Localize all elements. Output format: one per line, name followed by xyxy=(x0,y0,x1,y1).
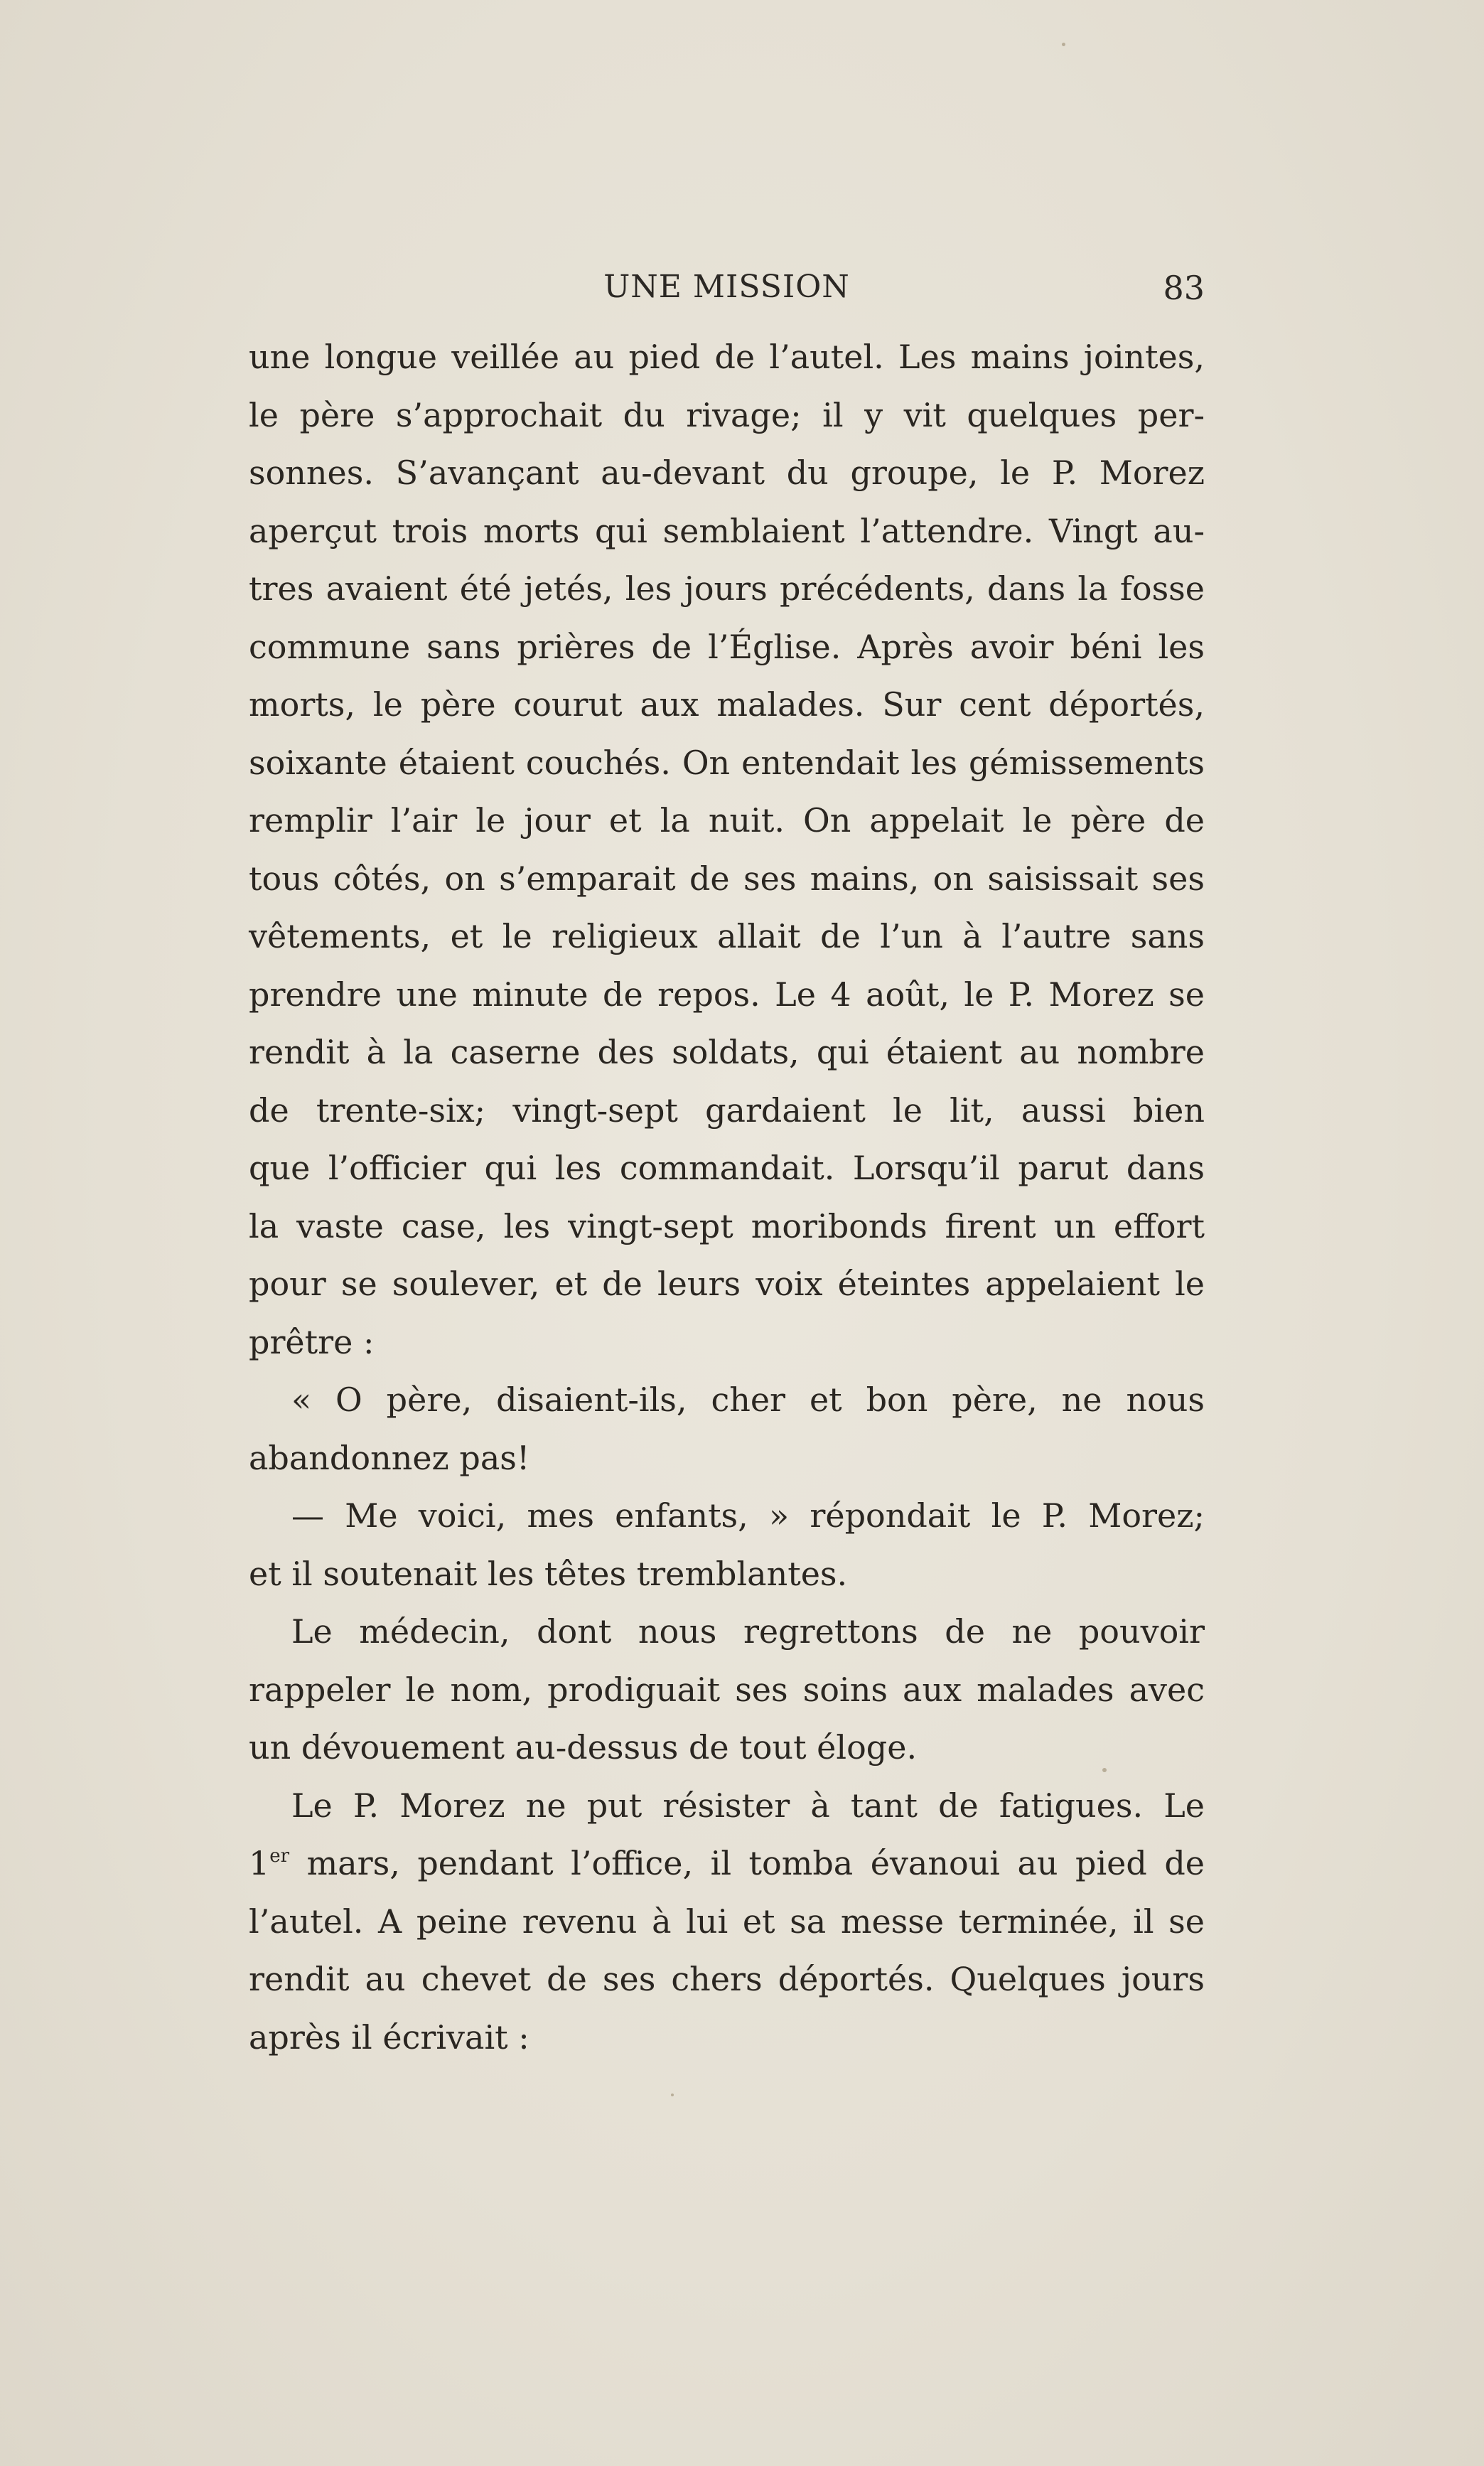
page-header xyxy=(249,269,1205,318)
text-line: morts, le père courut aux malades. Sur cent déportés, xyxy=(249,685,1205,724)
text-line: rendit au chevet de ses chers déportés. Quelques jours xyxy=(249,1960,1205,1998)
paper-speck xyxy=(671,2094,674,2096)
text-line: soixante étaient couchés. On entendait les gémissements xyxy=(249,743,1205,782)
text-line: après il écrivait : xyxy=(249,2017,529,2057)
text-line: — Me voici, mes enfants, » répondait le P. Morez; xyxy=(291,1496,1205,1535)
text-line: tres avaient été jetés, les jours précédents, dans la fosse xyxy=(249,569,1205,608)
date-numeral: 1 xyxy=(249,1844,270,1882)
text-line: abandonnez pas! xyxy=(249,1438,530,1477)
text-line-remainder: mars, pendant l’office, il tomba évanoui au pied de xyxy=(289,1844,1205,1882)
text-line: que l’officier qui les commandait. Lorsqu’il parut dans xyxy=(249,1149,1205,1187)
text-line: « O père, disaient-ils, cher et bon père, ne nous xyxy=(291,1381,1205,1419)
text-line: Le P. Morez ne put résister à tant de fatigues. Le xyxy=(291,1786,1205,1825)
text-line: prendre une minute de repos. Le 4 août, le P. Morez se xyxy=(249,975,1205,1014)
text-line: prêtre : xyxy=(249,1322,375,1361)
text-line: sonnes. S’avançant au-devant du groupe, le P. Morez xyxy=(249,454,1205,492)
text-line: un dévouement au-dessus de tout éloge. xyxy=(249,1728,918,1767)
text-line: la vaste case, les vingt-sept moribonds firent un effort xyxy=(249,1206,1205,1245)
text-line: rendit à la caserne des soldats, qui étaient au nombre xyxy=(249,1033,1205,1071)
text-line: et il soutenait les têtes tremblantes. xyxy=(249,1554,848,1593)
text-line: tous côtés, on s’emparait de ses mains, on saisissait ses xyxy=(249,859,1205,898)
text-line: l’autel. A peine revenu à lui et sa messe terminée, il se xyxy=(249,1902,1205,1941)
text-line: le père s’approchait du rivage; il y vit quelques per- xyxy=(249,395,1205,434)
ordinal-superscript: er xyxy=(269,1845,290,1867)
text-line: vêtements, et le religieux allait de l’un à l’autre sans xyxy=(249,917,1205,955)
running-title: UNE MISSION xyxy=(603,269,850,305)
page-body-text xyxy=(249,328,1205,2066)
paper-speck xyxy=(1102,1768,1107,1772)
text-line: Le médecin, dont nous regrettons de ne pouvoir xyxy=(291,1612,1205,1651)
text-line-superscript xyxy=(249,1835,1205,1893)
text-line: pour se soulever, et de leurs voix éteintes appelaient le xyxy=(249,1265,1205,1303)
text-line: une longue veillée au pied de l’autel. Les mains jointes, xyxy=(249,338,1205,376)
text-line: commune sans prières de l’Église. Après avoir béni les xyxy=(249,627,1205,666)
text-line: de trente-six; vingt-sept gardaient le lit, aussi bien xyxy=(249,1090,1205,1130)
text-line: aperçut trois morts qui semblaient l’attendre. Vingt au- xyxy=(249,511,1205,550)
paper-speck xyxy=(1062,43,1065,46)
page-number: 83 xyxy=(1163,269,1205,307)
text-line: rappeler le nom, prodiguait ses soins aux malades avec xyxy=(249,1670,1205,1709)
text-line: remplir l’air le jour et la nuit. On appelait le père de xyxy=(249,801,1205,840)
